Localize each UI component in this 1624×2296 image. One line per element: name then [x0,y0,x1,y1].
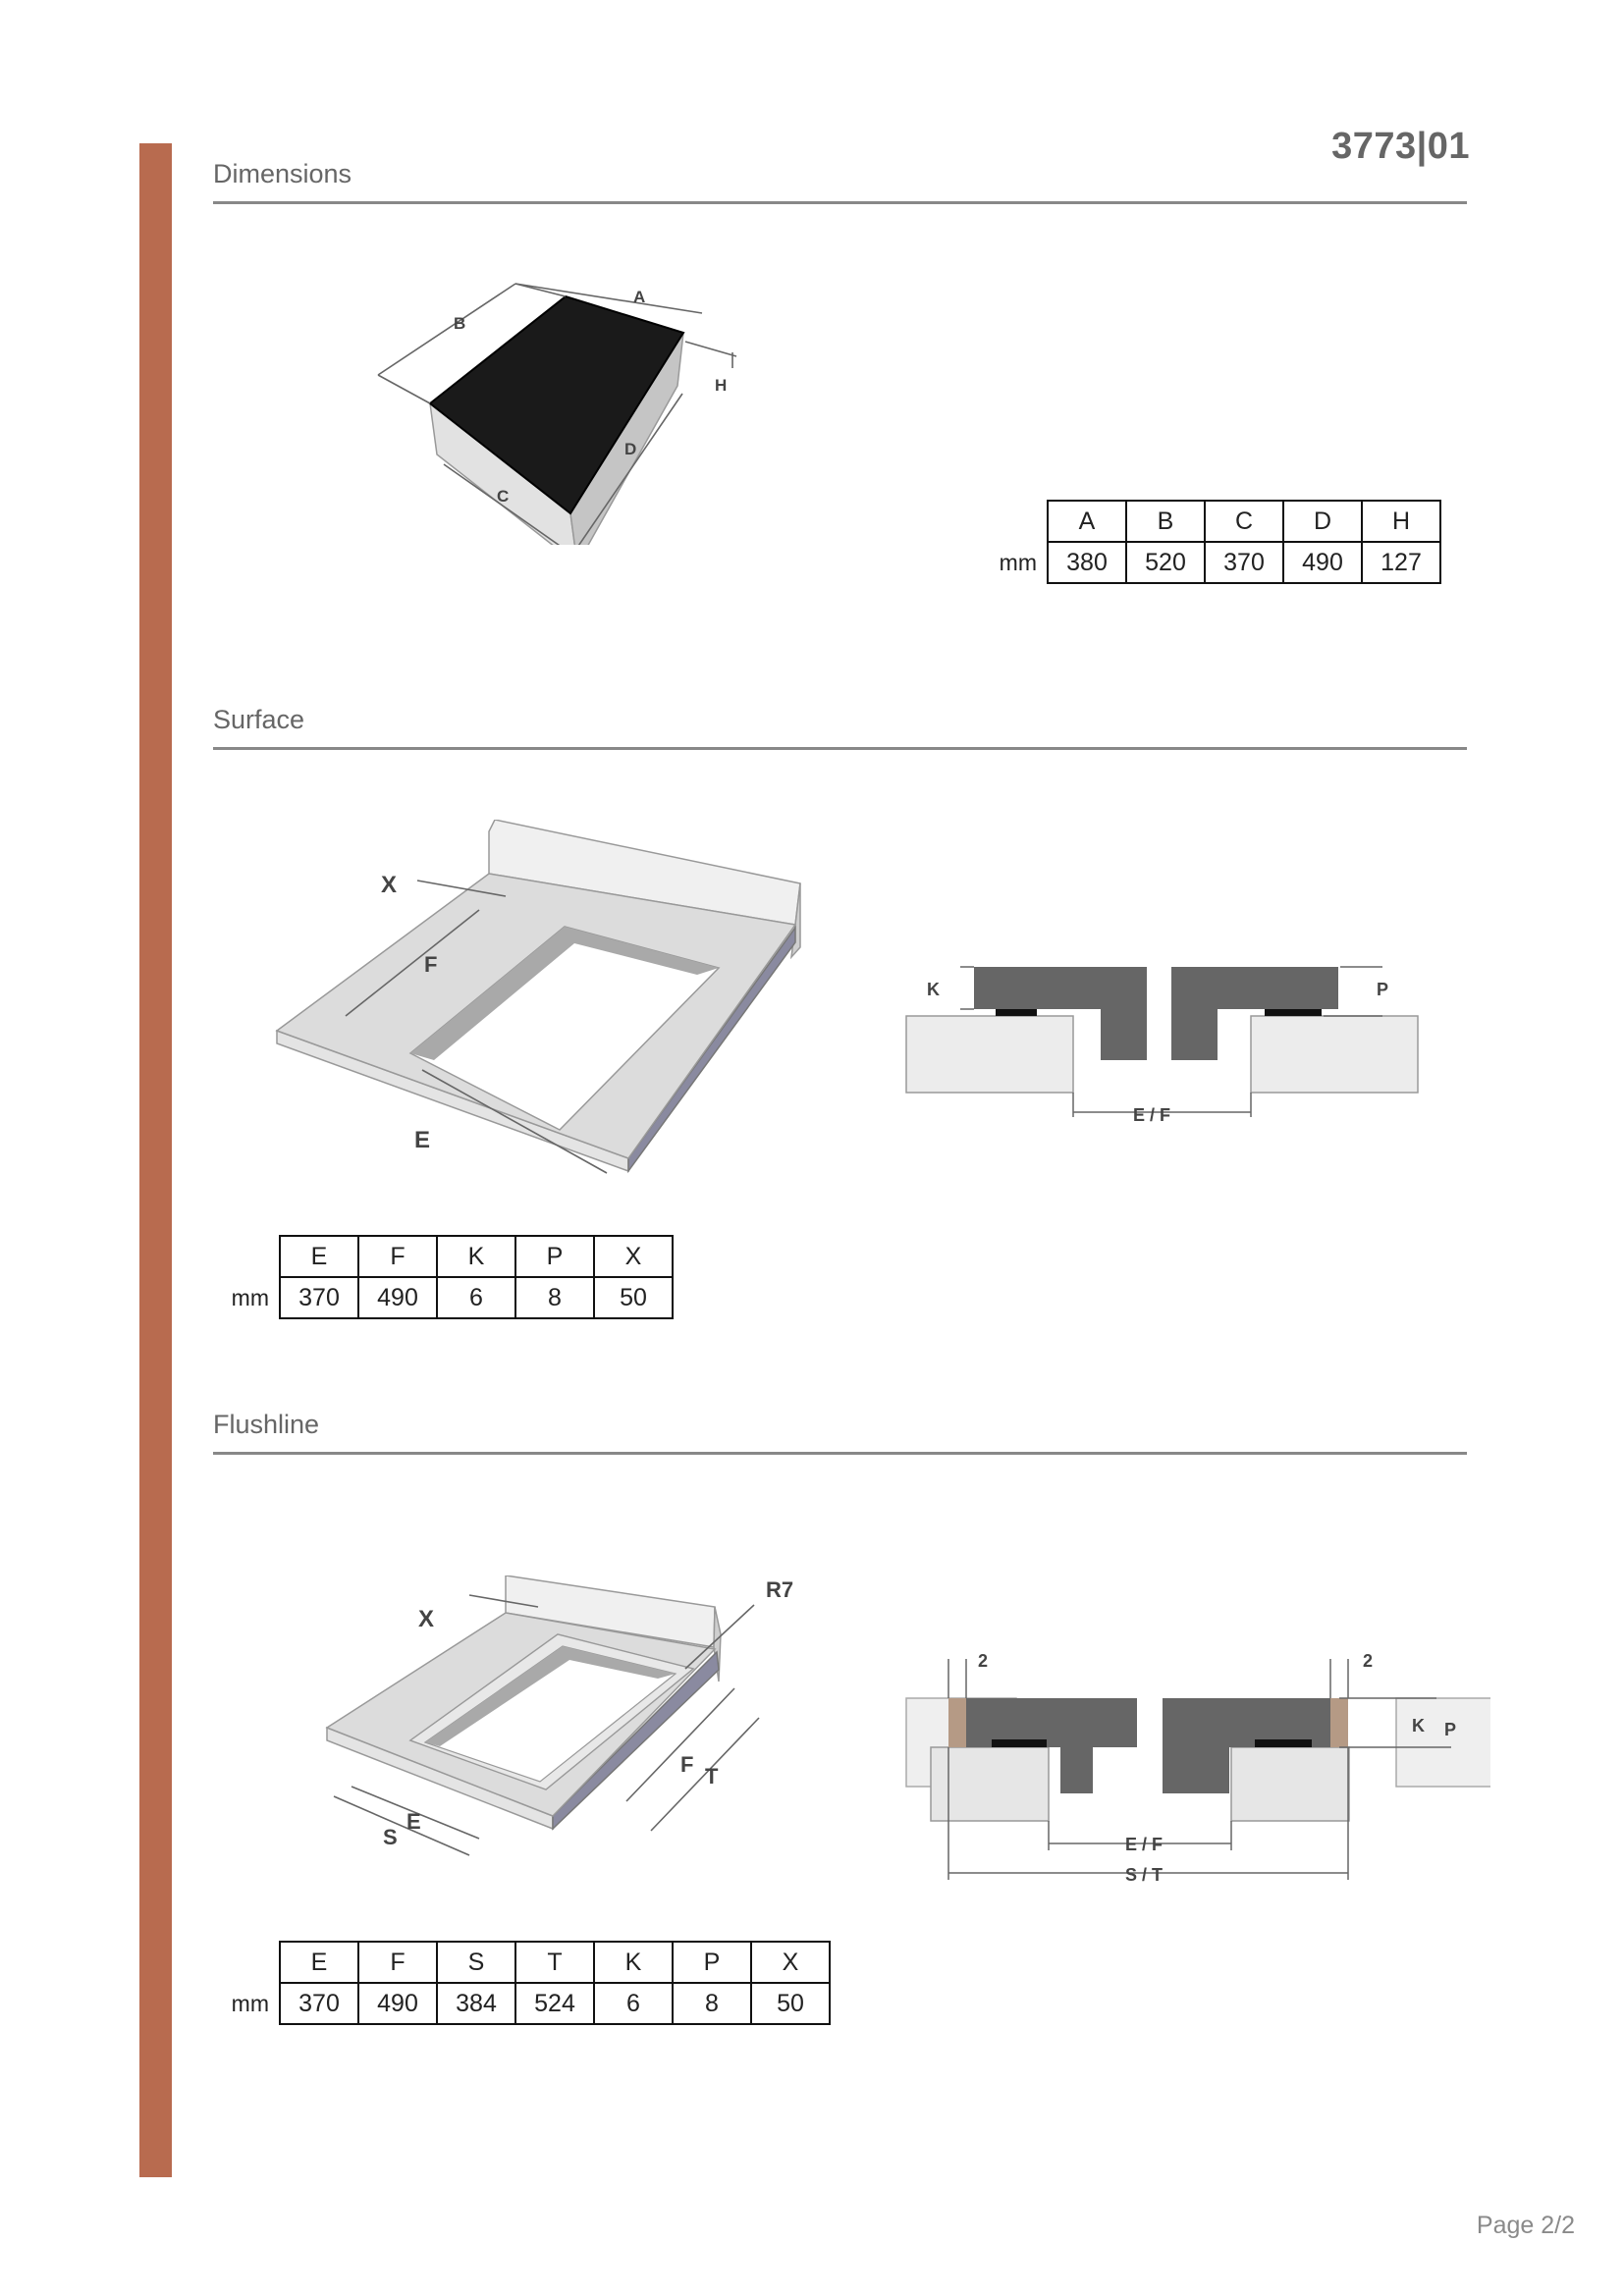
label-ef: E / F [1125,1835,1164,1854]
table-cell: X [751,1942,830,1983]
table-cell: 127 [1362,542,1440,583]
unit-label: mm [231,1284,269,1310]
label-s: S [383,1825,398,1849]
table-cell: 50 [751,1983,830,2024]
label-e: E [406,1809,421,1834]
table-cell: 490 [358,1983,437,2024]
table-cell: E [280,1942,358,1983]
section-divider [213,747,1467,750]
label-e: E [414,1127,431,1153]
label-r7: R7 [766,1577,794,1602]
table-cell: E [280,1236,358,1277]
label-gap: 2 [978,1651,989,1671]
table-cell: 8 [673,1983,751,2024]
table-cell: F [358,1236,437,1277]
table-cell: 6 [437,1277,515,1318]
table-cell: 6 [594,1983,673,2024]
table-row [202,1983,830,2024]
label-p: P [1377,980,1389,999]
table-cell: 384 [437,1983,515,2024]
section-title-flushline: Flushline [213,1410,320,1439]
label-t: T [705,1764,719,1789]
surface-table [202,1235,674,1319]
label-x: X [418,1606,435,1632]
table-cell: 490 [358,1277,437,1318]
label-k: K [927,980,940,999]
table-cell: 370 [280,1983,358,2024]
page-number: Page 2/2 [1476,2212,1575,2239]
table-cell: 370 [1205,542,1283,583]
hob-dimensions-drawing [363,270,756,545]
label-b: B [454,314,466,333]
accent-sidebar-bar [139,143,172,2177]
table-cell: 50 [594,1277,673,1318]
label-a: A [633,288,646,306]
table-cell: K [437,1236,515,1277]
table-cell: T [515,1942,594,1983]
table-cell: D [1283,501,1362,542]
label-d: D [624,440,637,458]
table-cell: X [594,1236,673,1277]
table-cell: H [1362,501,1440,542]
table-cell: K [594,1942,673,1983]
table-cell: C [1205,501,1283,542]
surface-section-detail-drawing [901,952,1422,1148]
document-number: 3773|01 [1331,126,1470,167]
table-header-row [202,1942,830,1983]
label-p: P [1444,1720,1457,1739]
table-cell: F [358,1942,437,1983]
label-h: H [715,376,728,395]
label-gap: 2 [1363,1651,1374,1671]
dimensions-table [970,500,1441,584]
flushline-countertop-drawing [312,1575,823,1880]
label-ef: E / F [1133,1105,1171,1125]
section-title-surface: Surface [213,705,305,734]
surface-countertop-drawing [265,820,815,1193]
table-cell: A [1048,501,1126,542]
section-divider [213,1452,1467,1455]
table-row [970,542,1440,583]
table-cell: S [437,1942,515,1983]
section-title-dimensions: Dimensions [213,159,352,188]
unit-label: mm [999,549,1037,575]
table-row [202,1277,673,1318]
table-header-row [202,1236,673,1277]
table-cell: P [673,1942,751,1983]
table-cell: 520 [1126,542,1205,583]
flushline-section-detail-drawing [901,1639,1490,1895]
table-cell: P [515,1236,594,1277]
label-st: S / T [1125,1865,1164,1885]
table-cell: 490 [1283,542,1362,583]
label-c: C [497,487,510,506]
unit-label: mm [231,1990,269,2016]
flushline-table [202,1941,831,2025]
table-cell: 380 [1048,542,1126,583]
label-k: K [1412,1716,1425,1735]
label-f: F [424,952,438,977]
table-cell: 370 [280,1277,358,1318]
table-header-row [970,501,1440,542]
table-cell: 524 [515,1983,594,2024]
label-x: X [381,872,398,898]
section-divider [213,201,1467,204]
table-cell: 8 [515,1277,594,1318]
table-cell: B [1126,501,1205,542]
label-f: F [680,1752,694,1777]
